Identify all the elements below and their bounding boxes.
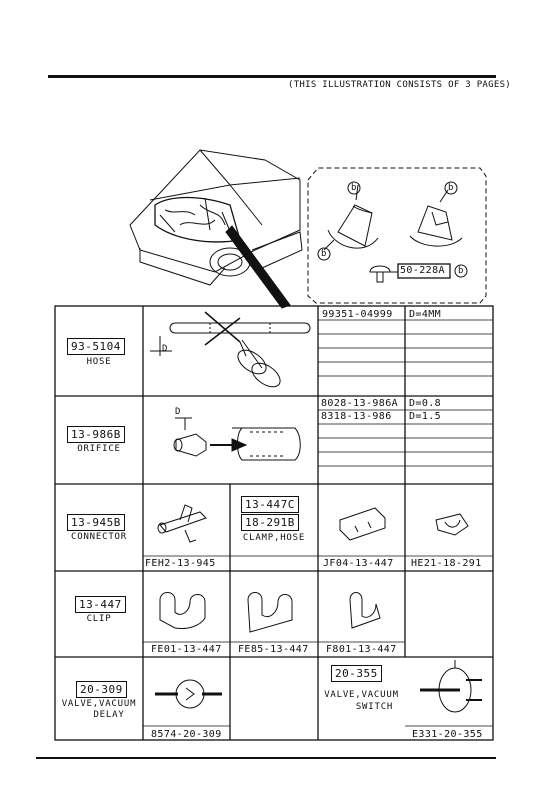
connector-name: CONNECTOR [71,532,127,542]
valve-switch-name-2: SWITCH [355,702,394,712]
bottom-rule [36,757,496,759]
callout-b-label-4: b [458,266,464,276]
detail-box [308,168,486,303]
clamp-code-1: JF04-13-447 [323,558,394,569]
hose-part-number: 93-5104 [67,338,125,355]
callout-b-label: b [351,183,357,193]
orifice-spec-2: D=1.5 [409,411,442,422]
hose-dim-label: D [162,344,168,354]
clip-part-number: 13-447 [75,596,126,613]
clamp-name: CLAMP,HOSE [242,533,306,543]
valve-delay-name-1: VALVE,VACUUM [61,699,137,709]
callout-b-label-2: b [448,183,454,193]
orifice-name: ORIFICE [77,444,121,454]
orifice-part-number: 13-986B [67,426,125,443]
valve-switch-drawing [420,660,482,712]
clamp-part-number-2: 18-291B [241,514,299,531]
callout-part-number: 50-228A [400,265,445,276]
valve-switch-name-1: VALVE,VACUUM [324,690,399,700]
clip-drawing [160,593,380,633]
clip-code-2: FE85-13-447 [238,644,309,655]
valve-delay-code: 8574-20-309 [151,729,222,740]
connector-code: FEH2-13-945 [145,558,216,569]
valve-switch-code: E331-20-355 [412,729,483,740]
callout-b-label-3: b [321,249,327,259]
clamp-part-number-1: 13-447C [241,496,299,513]
orifice-drawing [174,418,300,460]
orifice-code-2: 8318-13-986 [321,411,392,422]
valve-delay-drawing [155,680,222,708]
clamp-drawing [340,508,468,540]
valve-delay-name-2: DELAY [93,710,125,720]
valve-switch-part-number: 20-355 [331,665,382,682]
clamp-code-2: HE21-18-291 [411,558,482,569]
orifice-code-1: 8028-13-986A [321,398,399,409]
page-count-note: (THIS ILLUSTRATION CONSISTS OF 3 PAGES) [288,80,512,90]
car-illustration [130,150,302,308]
hose-code-1: 99351-04999 [322,309,393,320]
clip-name: CLIP [86,614,112,624]
valve-delay-part-number: 20-309 [76,681,127,698]
orifice-spec-1: D=0.8 [409,398,442,409]
hose-spec-1: D=4MM [409,309,442,320]
orifice-dim-label: D [175,407,181,417]
clip-code-3: F801-13-447 [326,644,397,655]
hose-name: HOSE [86,357,112,367]
clip-code-1: FE01-13-447 [151,644,222,655]
connector-drawing [158,505,206,542]
hose-drawing [150,312,310,392]
connector-part-number: 13-945B [67,514,125,531]
